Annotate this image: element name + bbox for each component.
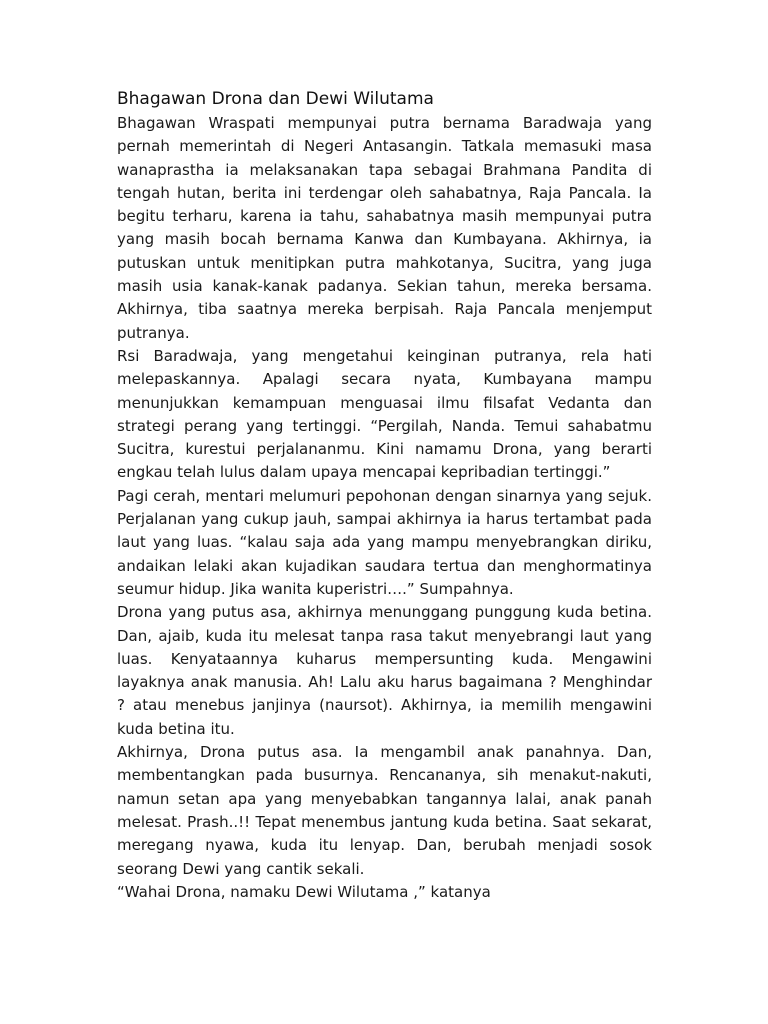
paragraph-4: Drona yang putus asa, akhirnya menunggang punggung kuda betina. Dan, ajaib, kuda itu melesat tanpa rasa takut menyebrangi laut yang luas. Kenyataannya kuharus mempersunting kuda. Mengawini layaknya anak manusia. Ah! Lalu aku harus bagaimana ? Menghindar ? atau menebus janjinya (naursot). Akhirnya, ia memilih mengawini kuda betina itu. — [117, 603, 652, 738]
document-page — [117, 88, 652, 904]
paragraph-5: Akhirnya, Drona putus asa. Ia mengambil anak panahnya. Dan, membentangkan pada busurnya. Rencananya, sih menakut-nakuti, namun setan apa yang menyebabkan tangannya lalai, anak panah melesat. Prash..!! Tepat menembus jantung kuda betina. Saat sekarat, meregang nyawa, kuda itu lenyap. Dan, berubah menjadi sosok seorang Dewi yang cantik sekali. — [117, 743, 652, 878]
paragraph-2: Rsi Baradwaja, yang mengetahui keinginan putranya, rela hati melepaskannya. Apalagi secara nyata, Kumbayana mampu menunjukkan kemampuan menguasai ilmu filsafat Vedanta dan strategi perang yang tertinggi. “Pergilah, Nanda. Temui sahabatmu Sucitra, kurestui perjalananmu. Kini namamu Drona, yang berarti engkau telah lulus dalam upaya mencapai kepribadian tertinggi.” — [117, 346, 652, 482]
paragraph-3: Pagi cerah, mentari melumuri pepohonan dengan sinarnya yang sejuk. Perjalanan yang cukup jauh, sampai akhirnya ia harus tertambat pada laut yang luas. “kalau saja ada yang mampu menyebrangkan diriku, andaikan lelaki akan kujadikan saudara tertua dan menghormatinya seumur hidup. Jika wanita kuperistri….” Sumpahnya. — [117, 486, 652, 598]
paragraph-6: “Wahai Drona, namaku Dewi Wilutama ,” katanya — [117, 882, 491, 901]
paragraph-1: Bhagawan Wraspati mempunyai putra bernama Baradwaja yang pernah memerintah di Negeri Antasangin. Tatkala memasuki masa wanaprastha ia melaksanakan tapa sebagai Brahmana Pandita di tengah hutan, berita ini terdengar oleh sahabatnya, Raja Pancala. Ia begitu terharu, karena ia tahu, sahabatnya masih mempunyai putra yang masih bocah bernama Kanwa dan Kumbayana. Akhirnya, ia putuskan untuk menitipkan putra mahkotanya, Sucitra, yang juga masih usia kanak-kanak padanya. Sekian tahun, mereka bersama. Akhirnya, tiba saatnya mereka berpisah. Raja Pancala menjemput putranya. — [117, 114, 652, 342]
document-title: Bhagawan Drona dan Dewi Wilutama — [117, 89, 434, 109]
